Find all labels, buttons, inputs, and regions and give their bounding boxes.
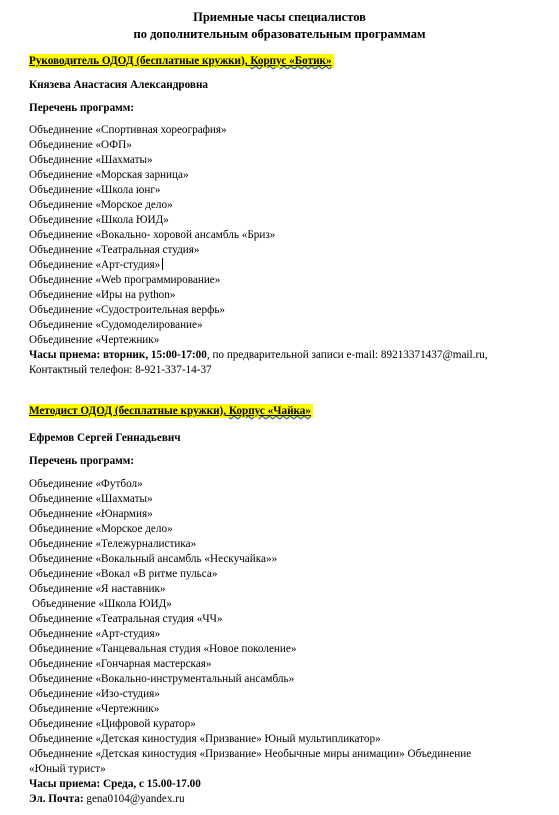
heading-building: Корпус «Ботик» — [250, 55, 332, 67]
email-value: gena0104@yandex.ru — [83, 793, 185, 805]
page-title: Приемные часы специалистов — [193, 10, 366, 24]
list-item: Объединение «Театральная студия» — [29, 244, 200, 256]
hours-value: : вторник, 15:00-17:00 — [96, 349, 207, 361]
list-item: Объединение «Вокально-инструментальный ансамбль» — [29, 673, 295, 685]
list-item: Объединение «Web программирование» — [29, 274, 221, 286]
list-item: Объединение «Морское дело» — [29, 523, 173, 535]
list-item: Объединение «Морская зарница» — [29, 169, 189, 181]
list-item: Объединение «Юнармия» — [29, 508, 153, 520]
list-item: Объединение «Цифровой куратор» — [29, 718, 196, 730]
hours-label: Часы приема — [29, 349, 97, 361]
list-item: Объединение «Танцевальная студия «Новое поколение» — [29, 643, 297, 655]
list-item: Объединение «Морское дело» — [29, 199, 173, 211]
list-item-with-cursor: Объединение «Арт-студия» — [29, 258, 549, 273]
specialist-name: Князева Анастасия Александровна — [29, 79, 208, 91]
email-label: Эл. Почта: — [29, 793, 84, 805]
list-item: Объединение «Изо-студия» — [29, 688, 160, 700]
list-item: Объединение «Футбол» — [29, 478, 143, 490]
list-item: Объединение «Я наставник» — [29, 583, 166, 595]
list-item: Объединение «Вокально- хоровой ансамбль «Бриз» — [29, 229, 276, 241]
list-item: Объединение «Шахматы» — [29, 493, 153, 505]
contact-email — [29, 792, 549, 807]
program-list-heading: Перечень программ: — [29, 102, 135, 114]
list-item: Объединение «Чертежник» — [29, 703, 160, 715]
list-item: Объединение «Школа ЮИД» — [29, 214, 169, 226]
list-item: Объединение «Гончарная мастерская» — [29, 658, 212, 670]
list-item: Объединение «Школа ЮИД» — [32, 598, 172, 610]
list-item: Объединение «ОФП» — [29, 139, 132, 151]
reception-hours: Часы приема: Среда, с 15.00-17.00 — [29, 778, 201, 790]
hours-note: , по предварительной записи e-mail: 89213371437@mail.ru, — [206, 349, 488, 361]
list-item: Объединение «Судомоделирование» — [29, 319, 203, 331]
program-list — [29, 123, 549, 348]
list-item: «Юный турист» — [29, 763, 106, 775]
page-subtitle: по дополнительным образовательным программам — [133, 27, 426, 41]
list-item: Объединение «Спортивная хореография» — [29, 124, 227, 136]
heading-role: Руководитель ОДОД (бесплатные кружки), — [29, 55, 248, 67]
program-list-heading: Перечень программ: — [29, 455, 135, 467]
text-cursor — [162, 258, 163, 270]
section-botik — [29, 54, 549, 378]
section-chaika — [29, 404, 549, 807]
program-list — [29, 477, 549, 777]
heading-building: Корпус «Чайка» — [228, 405, 311, 417]
reception-hours — [29, 348, 549, 363]
specialist-name: Ефремов Сергей Геннадьевич — [29, 432, 181, 444]
list-item: Объединение «Шахматы» — [29, 154, 153, 166]
list-item: Объединение «Вокал «В ритме пульса» — [29, 568, 218, 580]
heading-role: Методист ОДОД (бесплатные кружки), — [29, 405, 227, 417]
list-item: Объединение «Театральная студия «ЧЧ» — [29, 613, 223, 625]
list-item: Объединение «Школа юнг» — [29, 184, 161, 196]
list-item: Объединение «Детская киностудия «Призвание» Юный мультипликатор» — [29, 733, 381, 745]
section-heading — [29, 54, 334, 68]
list-item: Объединение «Судостроительная верфь» — [29, 304, 226, 316]
list-item: Объединение «Арт-студия» — [29, 628, 161, 640]
section-heading — [29, 404, 313, 418]
list-item: Объединение «Детская киностудия «Призвание» Необычные миры анимации» Объединение — [29, 748, 472, 760]
list-item: Объединение «Тележурналистика» — [29, 538, 197, 550]
list-item: Объединение «Чертежник» — [29, 334, 160, 346]
contact-phone: Контактный телефон: 8-921-337-14-37 — [29, 364, 212, 376]
list-item: Объединение «Вокальный ансамбль «Нескучайка»» — [29, 553, 278, 565]
list-item: Объединение «Иры на python» — [29, 289, 176, 301]
